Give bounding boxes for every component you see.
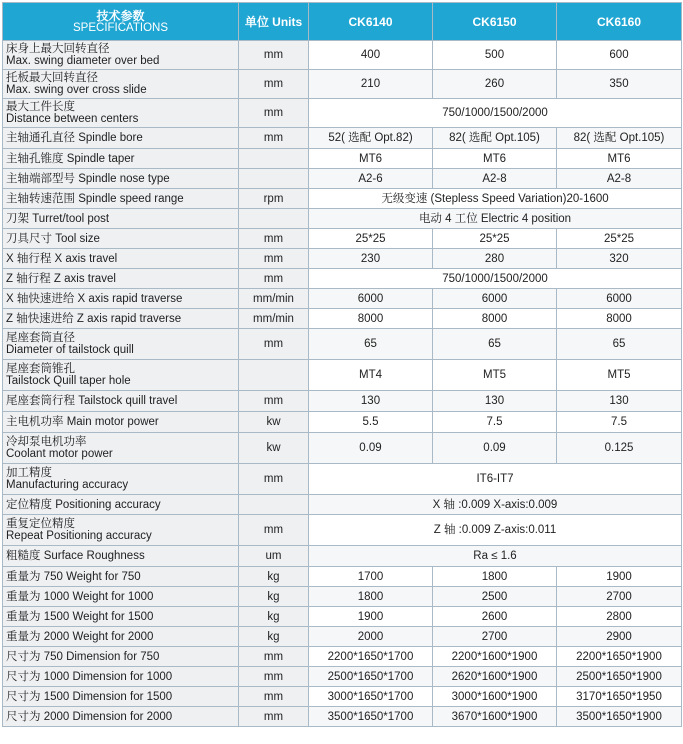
spec-name: 定位精度 Positioning accuracy <box>3 495 239 515</box>
spec-unit: mm/min <box>239 289 309 309</box>
spec-value-all-models: 750/1000/1500/2000 <box>309 269 682 289</box>
spec-value-ck6160: 6000 <box>557 289 682 309</box>
table-row <box>3 515 682 546</box>
spec-value-ck6160: 1900 <box>557 567 682 587</box>
spec-value-ck6150: 6000 <box>433 289 557 309</box>
table-row <box>3 707 682 727</box>
spec-unit: mm <box>239 269 309 289</box>
spec-value-ck6140: 2200*1650*1700 <box>309 647 433 667</box>
spec-name: Z 轴行程 Z axis travel <box>3 269 239 289</box>
spec-unit: mm <box>239 647 309 667</box>
spec-unit: mm <box>239 99 309 128</box>
spec-name-en: Manufacturing accuracy <box>6 479 129 491</box>
header-row <box>3 3 682 41</box>
spec-unit: mm <box>239 41 309 70</box>
header-spec-cn: 技术参数 <box>96 8 145 23</box>
spec-value-ck6160: 3170*1650*1950 <box>557 687 682 707</box>
header-model-ck6150: CK6150 <box>433 3 557 41</box>
spec-unit <box>239 360 309 391</box>
spec-value-ck6140: 8000 <box>309 309 433 329</box>
spec-value-ck6160: MT5 <box>557 360 682 391</box>
spec-name: 尺寸为 2000 Dimension for 2000 <box>3 707 239 727</box>
spec-value-ck6160: 2200*1650*1900 <box>557 647 682 667</box>
spec-name: 刀具尺寸 Tool size <box>3 229 239 249</box>
spec-name: 尺寸为 1000 Dimension for 1000 <box>3 667 239 687</box>
spec-value-ck6150: 1800 <box>433 567 557 587</box>
spec-name: 重量为 2000 Weight for 2000 <box>3 627 239 647</box>
spec-value-ck6160: 25*25 <box>557 229 682 249</box>
spec-value-ck6140: 5.5 <box>309 412 433 433</box>
table-row <box>3 627 682 647</box>
spec-value-ck6140: A2-6 <box>309 169 433 189</box>
spec-name <box>3 41 239 70</box>
table-body <box>3 41 682 727</box>
spec-unit: um <box>239 546 309 567</box>
spec-unit <box>239 169 309 189</box>
spec-name-cn: 冷却泵电机功率 <box>6 436 87 448</box>
spec-unit: kg <box>239 607 309 627</box>
spec-value-ck6160: 350 <box>557 70 682 99</box>
spec-value-ck6150: 7.5 <box>433 412 557 433</box>
spec-name-en: Tailstock Quill taper hole <box>6 375 131 387</box>
table-row <box>3 41 682 70</box>
spec-value-ck6140: MT6 <box>309 149 433 169</box>
spec-value-ck6150: 25*25 <box>433 229 557 249</box>
table-row <box>3 360 682 391</box>
spec-name: 主轴孔锥度 Spindle taper <box>3 149 239 169</box>
spec-value-ck6160: 65 <box>557 329 682 360</box>
specifications-table <box>2 2 682 727</box>
spec-value-all-models: 电动 4 工位 Electric 4 position <box>309 209 682 229</box>
spec-unit: mm <box>239 687 309 707</box>
spec-value-ck6150: MT5 <box>433 360 557 391</box>
spec-value-ck6150: 82( 选配 Opt.105) <box>433 128 557 149</box>
spec-unit: kw <box>239 412 309 433</box>
spec-value-ck6140: 6000 <box>309 289 433 309</box>
table-row <box>3 412 682 433</box>
spec-name-en: Repeat Positioning accuracy <box>6 530 152 542</box>
spec-value-ck6140: 25*25 <box>309 229 433 249</box>
spec-value-ck6150: 2700 <box>433 627 557 647</box>
table-row <box>3 99 682 128</box>
spec-name: 尾座套筒行程 Tailstock quill travel <box>3 391 239 412</box>
spec-name: 尺寸为 750 Dimension for 750 <box>3 647 239 667</box>
spec-value-all-models: X 轴 :0.009 X-axis:0.009 <box>309 495 682 515</box>
spec-name <box>3 70 239 99</box>
spec-name: 重量为 1500 Weight for 1500 <box>3 607 239 627</box>
table-row <box>3 229 682 249</box>
spec-unit: kg <box>239 627 309 647</box>
spec-unit: mm <box>239 667 309 687</box>
table-row <box>3 433 682 464</box>
spec-value-ck6150: 2200*1600*1900 <box>433 647 557 667</box>
spec-value-all-models: IT6-IT7 <box>309 464 682 495</box>
spec-value-ck6160: 0.125 <box>557 433 682 464</box>
spec-value-all-models: Ra ≤ 1.6 <box>309 546 682 567</box>
spec-value-ck6140: 2500*1650*1700 <box>309 667 433 687</box>
table-row <box>3 647 682 667</box>
spec-unit: kw <box>239 433 309 464</box>
spec-name-cn: 最大工件长度 <box>6 101 75 113</box>
spec-value-ck6160: MT6 <box>557 149 682 169</box>
spec-name-en: Distance between centers <box>6 113 139 125</box>
header-specifications <box>3 3 239 41</box>
spec-name-cn: 托板最大回转直径 <box>6 72 98 84</box>
spec-unit: mm <box>239 70 309 99</box>
spec-value-ck6140: 3500*1650*1700 <box>309 707 433 727</box>
spec-value-ck6140: 1700 <box>309 567 433 587</box>
spec-unit: mm <box>239 707 309 727</box>
spec-value-ck6150: 8000 <box>433 309 557 329</box>
spec-value-ck6140: 2000 <box>309 627 433 647</box>
spec-value-ck6150: 280 <box>433 249 557 269</box>
spec-value-ck6160: 2500*1650*1900 <box>557 667 682 687</box>
table-row <box>3 149 682 169</box>
spec-unit: mm <box>239 128 309 149</box>
spec-name: X 轴快速进给 X axis rapid traverse <box>3 289 239 309</box>
spec-value-ck6160: 82( 选配 Opt.105) <box>557 128 682 149</box>
spec-value-ck6150: MT6 <box>433 149 557 169</box>
spec-value-ck6140: 1900 <box>309 607 433 627</box>
spec-value-ck6150: 2620*1600*1900 <box>433 667 557 687</box>
spec-value-all-models: 无级变速 (Stepless Speed Variation)20-1600 <box>309 189 682 209</box>
spec-value-ck6160: 8000 <box>557 309 682 329</box>
table-row <box>3 391 682 412</box>
table-row <box>3 309 682 329</box>
spec-name: 粗糙度 Surface Roughness <box>3 546 239 567</box>
spec-name-cn: 床身上最大回转直径 <box>6 43 110 55</box>
spec-unit: kg <box>239 567 309 587</box>
spec-value-ck6160: A2-8 <box>557 169 682 189</box>
spec-unit: mm/min <box>239 309 309 329</box>
table-row <box>3 189 682 209</box>
spec-name <box>3 360 239 391</box>
spec-name: 刀架 Turret/tool post <box>3 209 239 229</box>
table-header <box>3 3 682 41</box>
table-row <box>3 329 682 360</box>
spec-unit <box>239 495 309 515</box>
spec-value-ck6150: 500 <box>433 41 557 70</box>
table-row <box>3 169 682 189</box>
spec-value-ck6160: 3500*1650*1900 <box>557 707 682 727</box>
spec-unit <box>239 149 309 169</box>
spec-name: 主电机功率 Main motor power <box>3 412 239 433</box>
spec-unit: rpm <box>239 189 309 209</box>
spec-value-ck6150: 0.09 <box>433 433 557 464</box>
spec-value-ck6150: 2500 <box>433 587 557 607</box>
spec-unit <box>239 209 309 229</box>
table-row <box>3 249 682 269</box>
spec-value-ck6150: 130 <box>433 391 557 412</box>
table-row <box>3 128 682 149</box>
spec-unit: mm <box>239 515 309 546</box>
table-row <box>3 687 682 707</box>
header-unit: 单位 Units <box>239 3 309 41</box>
table-row <box>3 269 682 289</box>
table-row <box>3 209 682 229</box>
table-row <box>3 667 682 687</box>
table-row <box>3 546 682 567</box>
spec-name-cn: 加工精度 <box>6 467 52 479</box>
table-row <box>3 567 682 587</box>
table-row <box>3 495 682 515</box>
spec-value-ck6160: 130 <box>557 391 682 412</box>
spec-name: X 轴行程 X axis travel <box>3 249 239 269</box>
spec-value-all-models: 750/1000/1500/2000 <box>309 99 682 128</box>
spec-unit: mm <box>239 391 309 412</box>
spec-unit: mm <box>239 229 309 249</box>
spec-value-ck6140: 130 <box>309 391 433 412</box>
spec-value-ck6160: 320 <box>557 249 682 269</box>
spec-value-ck6160: 2900 <box>557 627 682 647</box>
spec-value-ck6140: 210 <box>309 70 433 99</box>
spec-name: 尺寸为 1500 Dimension for 1500 <box>3 687 239 707</box>
spec-name-cn: 重复定位精度 <box>6 518 75 530</box>
header-model-ck6160: CK6160 <box>557 3 682 41</box>
spec-name: 重量为 1000 Weight for 1000 <box>3 587 239 607</box>
spec-value-ck6140: 400 <box>309 41 433 70</box>
table-row <box>3 607 682 627</box>
spec-value-ck6150: A2-8 <box>433 169 557 189</box>
spec-unit: mm <box>239 329 309 360</box>
spec-name-en: Coolant motor power <box>6 448 113 460</box>
spec-value-ck6140: 52( 选配 Opt.82) <box>309 128 433 149</box>
spec-name: Z 轴快速进给 Z axis rapid traverse <box>3 309 239 329</box>
spec-name <box>3 464 239 495</box>
spec-value-ck6150: 3000*1600*1900 <box>433 687 557 707</box>
spec-name: 重量为 750 Weight for 750 <box>3 567 239 587</box>
spec-name <box>3 433 239 464</box>
spec-value-ck6140: 230 <box>309 249 433 269</box>
spec-value-ck6160: 600 <box>557 41 682 70</box>
table-row <box>3 464 682 495</box>
header-model-ck6140: CK6140 <box>309 3 433 41</box>
spec-value-ck6160: 2700 <box>557 587 682 607</box>
table-row <box>3 289 682 309</box>
spec-name: 主轴转速范围 Spindle speed range <box>3 189 239 209</box>
spec-unit: kg <box>239 587 309 607</box>
table-row <box>3 587 682 607</box>
spec-name-en: Diameter of tailstock quill <box>6 344 134 356</box>
spec-value-ck6140: 65 <box>309 329 433 360</box>
spec-name <box>3 99 239 128</box>
header-spec-en: SPECIFICATIONS <box>73 21 168 34</box>
spec-value-ck6150: 65 <box>433 329 557 360</box>
spec-name: 主轴端部型号 Spindle nose type <box>3 169 239 189</box>
spec-value-ck6150: 260 <box>433 70 557 99</box>
spec-name-cn: 尾座套筒锥孔 <box>6 363 75 375</box>
spec-value-ck6140: 0.09 <box>309 433 433 464</box>
spec-value-ck6160: 7.5 <box>557 412 682 433</box>
spec-value-ck6140: 1800 <box>309 587 433 607</box>
spec-name <box>3 329 239 360</box>
spec-name-cn: 尾座套筒直径 <box>6 332 75 344</box>
spec-value-ck6150: 3670*1600*1900 <box>433 707 557 727</box>
spec-name: 主轴通孔直径 Spindle bore <box>3 128 239 149</box>
spec-name <box>3 515 239 546</box>
spec-value-ck6150: 2600 <box>433 607 557 627</box>
spec-value-ck6160: 2800 <box>557 607 682 627</box>
spec-name-en: Max. swing over cross slide <box>6 84 147 96</box>
spec-value-ck6140: MT4 <box>309 360 433 391</box>
spec-unit: mm <box>239 249 309 269</box>
table-row <box>3 70 682 99</box>
spec-value-all-models: Z 轴 :0.009 Z-axis:0.011 <box>309 515 682 546</box>
spec-value-ck6140: 3000*1650*1700 <box>309 687 433 707</box>
spec-unit: mm <box>239 464 309 495</box>
spec-name-en: Max. swing diameter over bed <box>6 55 160 67</box>
